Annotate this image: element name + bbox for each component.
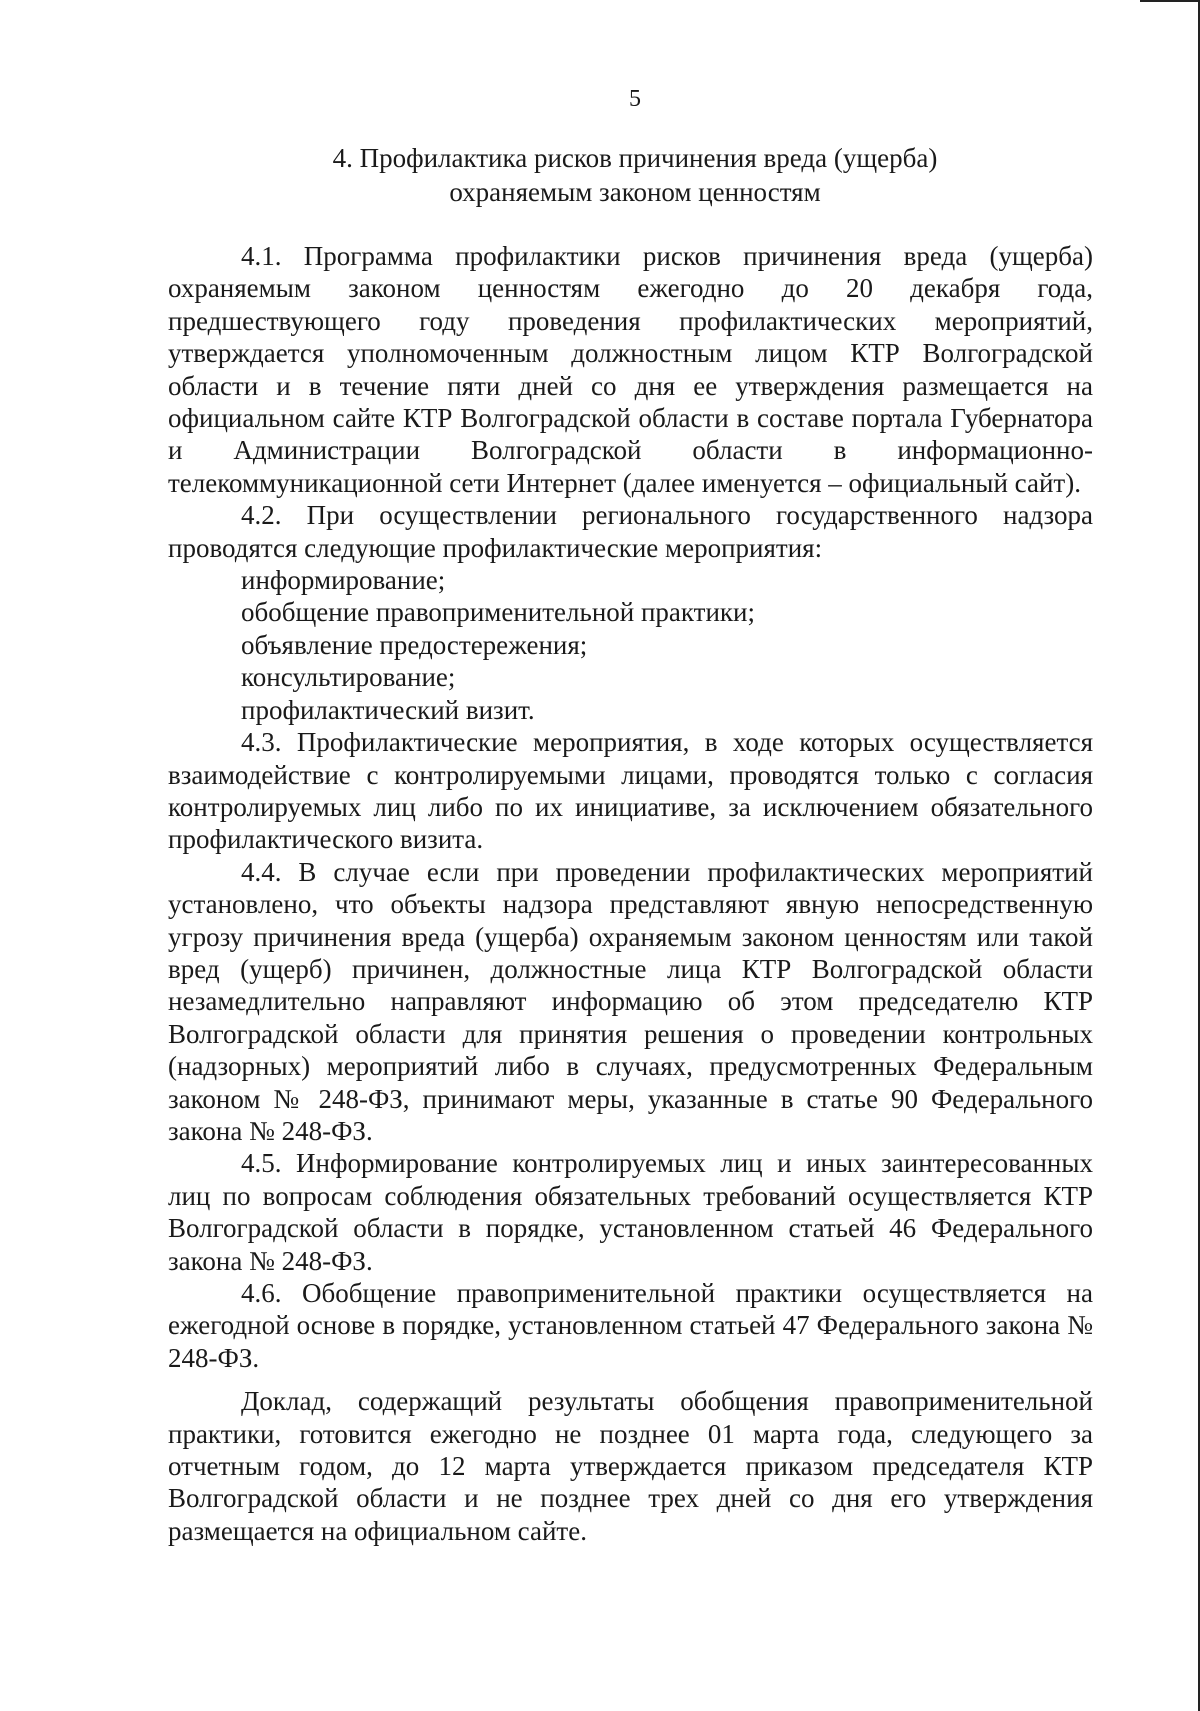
page-number: 5 xyxy=(629,86,641,112)
section-heading-line-2: охраняемым законом ценностям xyxy=(449,177,821,207)
document-body xyxy=(168,240,1093,1547)
paragraph-4-1: 4.1. Программа профилактики рисков причинения вреда (ущерба) охраняемым законом ценностям ежегодно до 20 декабря года, предшествующего году проведения профилактических мероприятий, утверждается уполномоченным должностным лицом КТР Волгоградской области и в течение пяти дней со дня ее утверждения размещается на официальном сайте КТР Волгоградской области в составе портала Губернатора и Администрации Волгоградской области в информационно-телекоммуникационной сети Интернет (далее именуется – официальный сайт). xyxy=(168,241,1093,498)
paragraph-4-3: 4.3. Профилактические мероприятия, в ходе которых осуществляется взаимодействие с контролируемыми лицами, проводятся только с согласия контролируемых лиц либо по их инициативе, за исключением обязательного профилактического визита. xyxy=(168,727,1093,855)
paragraph-4-5: 4.5. Информирование контролируемых лиц и иных заинтересованных лиц по вопросам соблюдения обязательных требований осуществляется КТР Волгоградской области в порядке, установленном статьей 46 Федерального закона № 248-ФЗ. xyxy=(168,1148,1093,1276)
list-item: обобщение правоприменительной практики; xyxy=(241,597,755,628)
paragraph-report: Доклад, содержащий результаты обобщения правоприменительной практики, готовится ежегодно не позднее 01 марта года, следующего за отчетным годом, до 12 марта утверждается приказом председателя КТР Волгоградской области и не позднее трех дней со дня его утверждения размещается на официальном сайте. xyxy=(168,1386,1093,1546)
section-heading xyxy=(170,141,1100,209)
list-item: профилактический визит. xyxy=(241,694,535,725)
section-heading-line-1: 4. Профилактика рисков причинения вреда (ущерба) xyxy=(332,143,938,173)
paragraph-4-2: 4.2. При осуществлении регионального государственного надзора проводятся следующие профилактические мероприятия: xyxy=(168,500,1093,563)
paragraph-4-6: 4.6. Обобщение правоприменительной практики осуществляется на ежегодной основе в порядке, установленном статьей 47 Федерального закона № 248-ФЗ. xyxy=(168,1278,1093,1373)
paragraph-4-4: 4.4. В случае если при проведении профилактических мероприятий установлено, что объекты надзора представляют явную непосредственную угрозу причинения вреда (ущерба) охраняемым законом ценностям или такой вред (ущерб) причинен, должностные лица КТР Волгоградской области незамедлительно направляют информацию об этом председателю КТР Волгоградской области для принятия решения о проведении контрольных (надзорных) мероприятий либо в случаях, предусмотренных Федеральным законом № 248-ФЗ, принимают меры, указанные в статье 90 Федерального закона № 248-ФЗ. xyxy=(168,856,1093,1146)
list-item: консультирование; xyxy=(241,662,456,693)
list-item: объявление предостережения; xyxy=(241,629,588,660)
list-item: информирование; xyxy=(241,565,446,596)
page-edge-line-top xyxy=(1140,0,1200,2)
measures-list xyxy=(168,564,1093,726)
